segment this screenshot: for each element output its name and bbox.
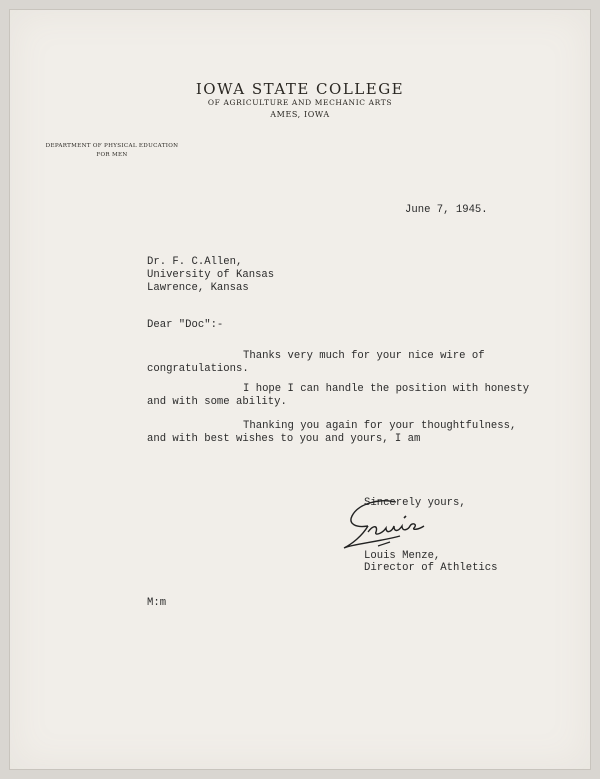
paragraph-1-line-1: Thanks very much for your nice wire of — [243, 350, 485, 362]
letterhead-city: AMES, IOWA — [270, 110, 330, 119]
signer-name: Louis Menze, — [364, 550, 441, 562]
recipient-line-2: University of Kansas — [147, 269, 275, 281]
signer-title: Director of Athletics — [364, 562, 498, 574]
paragraph-3-line-1: Thanking you again for your thoughtfulness, — [243, 420, 517, 432]
letterhead-college: IOWA STATE COLLEGE — [195, 80, 405, 98]
letter-date: June 7, 1945. — [405, 204, 488, 216]
letterhead-subtitle: OF AGRICULTURE AND MECHANIC ARTS — [207, 98, 393, 107]
paragraph-3-line-2: and with best wishes to you and yours, I am — [147, 433, 421, 445]
closing: Sincerely yours, — [364, 497, 466, 509]
department-line-2: FOR MEN — [96, 152, 128, 158]
salutation: Dear "Doc":- — [147, 319, 224, 331]
department-line-1: DEPARTMENT OF PHYSICAL EDUCATION — [45, 143, 179, 149]
handwritten-signature — [338, 496, 438, 556]
paragraph-1-line-2: congratulations. — [147, 363, 249, 375]
recipient-line-3: Lawrence, Kansas — [147, 282, 249, 294]
recipient-line-1: Dr. F. C.Allen, — [147, 256, 243, 268]
paragraph-2-line-1: I hope I can handle the position with honesty — [243, 383, 530, 395]
paragraph-2-line-2: and with some ability. — [147, 396, 287, 408]
department-heading — [22, 142, 202, 160]
typist-initials: M:m — [147, 597, 167, 609]
